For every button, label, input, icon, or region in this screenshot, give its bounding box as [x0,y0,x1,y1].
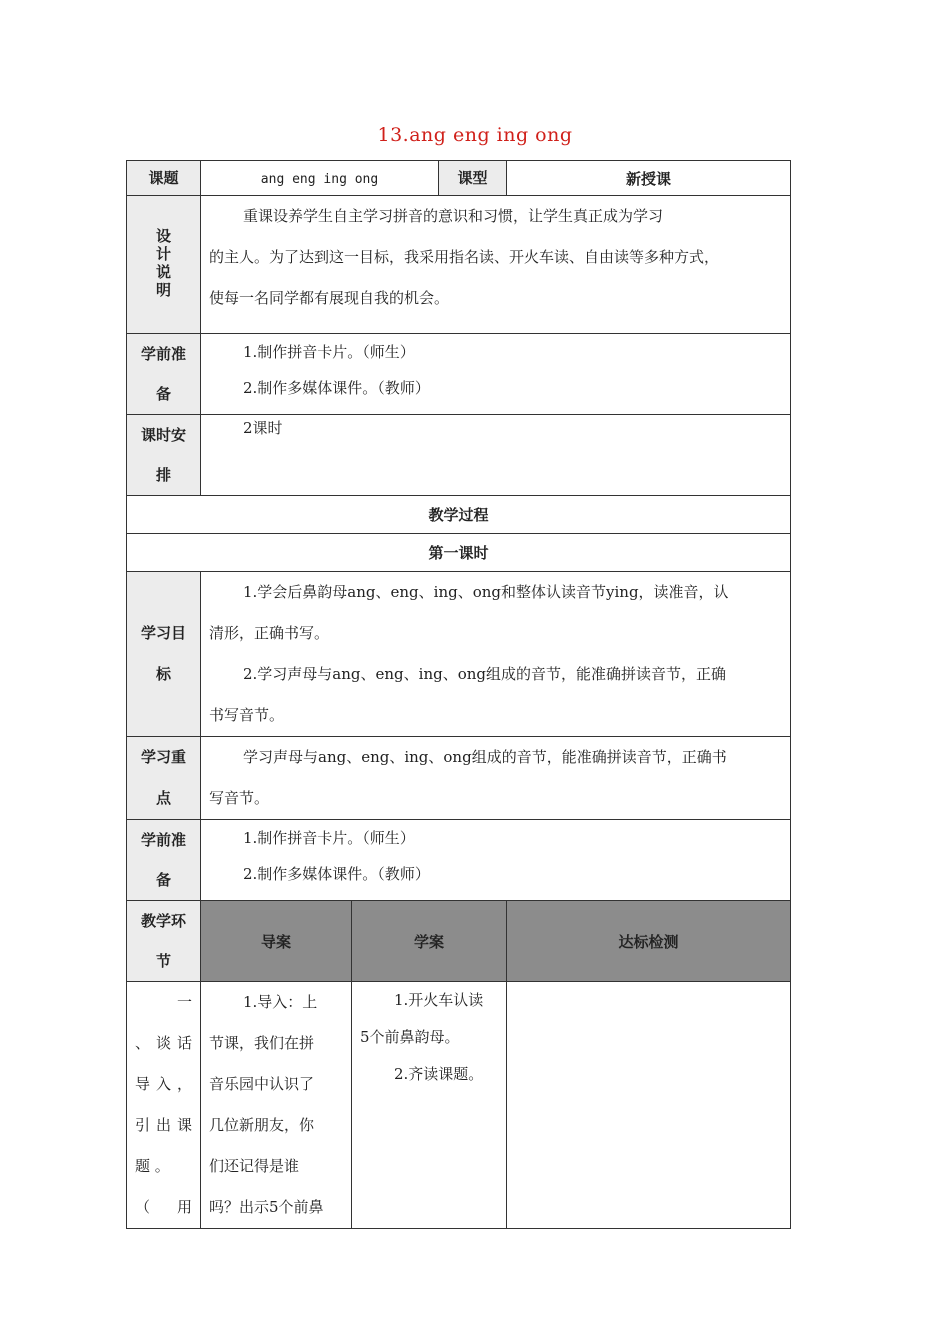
step1-check [507,982,791,1229]
process-row [127,496,791,534]
schedule-row [127,415,791,496]
design-row [127,196,791,334]
goals-row [127,572,791,737]
lesson-row [127,534,791,572]
document-title: 13.ang eng ing ong [377,124,573,146]
step1-stage: 一 、谈话 导入， 引出课 题 。 （ 用 [127,982,201,1229]
prep-text: 1.制作拼音卡片。（师生） 2.制作多媒体课件。（教师） [201,334,791,415]
steps-label: 教学环 节 [127,901,201,982]
goals-label: 学习目 标 [127,572,201,737]
prep2-label: 学前准 备 [127,820,201,901]
topic-row [127,161,791,196]
step1-guide: 1.导入：上 节课，我们在拼 音乐园中认识了 几位新朋友，你 们还记得是谁 吗？出示5个前鼻 [201,982,352,1229]
step1-study: 1.开火车认读 5个前鼻韵母。 2.齐读课题。 [352,982,507,1229]
focus-label: 学习重 点 [127,737,201,820]
check-header: 达标检测 [507,901,791,982]
steps-header-row [127,901,791,982]
type-label: 课型 [439,161,507,196]
schedule-label: 课时安 排 [127,415,201,496]
lesson-plan-table [126,160,791,1229]
topic-value: ang eng ing ong [201,161,439,196]
focus-row [127,737,791,820]
type-value: 新授课 [507,161,791,196]
process-title: 教学过程 [127,496,791,534]
prep-label: 学前准 备 [127,334,201,415]
prep2-row [127,820,791,901]
design-label: 设计说明 [127,196,201,334]
guide-header: 导案 [201,901,352,982]
prep2-text: 1.制作拼音卡片。（师生） 2.制作多媒体课件。（教师） [201,820,791,901]
topic-label: 课题 [127,161,201,196]
lesson-title: 第一课时 [127,534,791,572]
prep-row [127,334,791,415]
step1-row [127,982,791,1229]
goals-text: 1.学会后鼻韵母ang、eng、ing、ong和整体认读音节ying，读准音，认 清形，正确书写。 2.学习声母与ang、eng、ing、ong组成的音节，能准确拼读音节，正确 书写音节。 [201,572,791,737]
schedule-text: 2课时 [201,415,791,496]
design-text: 重课设养学生自主学习拼音的意识和习惯，让学生真正成为学习 的主人。为了达到这一目标，我采用指名读、开火车读、自由读等多种方式， 使每一名同学都有展现自我的机会。 [201,196,791,334]
focus-text: 学习声母与ang、eng、ing、ong组成的音节，能准确拼读音节，正确书 写音节。 [201,737,791,820]
study-header: 学案 [352,901,507,982]
